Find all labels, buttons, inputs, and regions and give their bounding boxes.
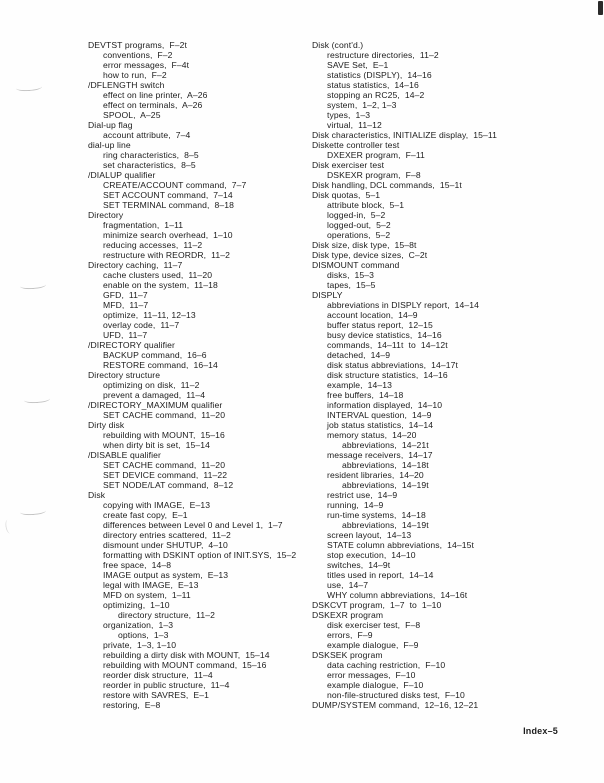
- index-entry: enable on the system, 11–18: [103, 280, 218, 290]
- index-entry: restructure directories, 11–2: [327, 50, 439, 60]
- index-entry: resident libraries, 14–20: [327, 470, 424, 480]
- index-entry: SET TERMINAL command, 8–18: [103, 200, 235, 210]
- index-entry: detached, 14–9: [327, 350, 391, 360]
- index-entry: ring characteristics, 8–5: [103, 150, 199, 160]
- index-entry: DEVTST programs, F–2t: [88, 40, 187, 50]
- index-entry: data caching restriction, F–10: [327, 660, 446, 670]
- index-entry: example dialogue, F–10: [327, 680, 424, 690]
- index-entry: titles used in report, 14–14: [327, 570, 434, 580]
- index-entry: directory entries scattered, 11–2: [103, 530, 231, 540]
- index-entry: statistics (DISPLY), 14–16: [327, 70, 432, 80]
- index-entry: BACKUP command, 16–6: [103, 350, 207, 360]
- index-entry: information displayed, 14–10: [327, 400, 443, 410]
- index-entry: abbreviations in DISPLY report, 14–14: [327, 300, 480, 310]
- index-column-right: [310, 40, 604, 710]
- index-entry: Diskette controller test: [312, 140, 400, 150]
- index-entry: STATE column abbreviations, 14–15t: [327, 540, 474, 550]
- index-entry: optimizing, 1–10: [103, 600, 170, 610]
- index-entry: differences between Level 0 and Level 1, 1–7: [103, 520, 283, 530]
- index-entry: Disk: [88, 490, 106, 500]
- index-entry: options, 1–3: [118, 630, 169, 640]
- index-entry: status statistics, 14–16: [327, 80, 419, 90]
- index-entry: dismount under SHUTUP, 4–10: [103, 540, 228, 550]
- index-entry: reducing accesses, 11–2: [103, 240, 203, 250]
- index-entry: set characteristics, 8–5: [103, 160, 196, 170]
- index-entry: /DFLENGTH switch: [88, 80, 165, 90]
- index-entry: directory structure, 11–2: [118, 610, 216, 620]
- scan-artifact-corner: [598, 1, 603, 15]
- index-entry: DXEXER program, F–11: [327, 150, 425, 160]
- index-entry: account attribute, 7–4: [103, 130, 191, 140]
- index-entry: SET ACCOUNT command, 7–14: [103, 190, 233, 200]
- index-entry: run-time systems, 14–18: [327, 510, 426, 520]
- index-entry: /DISABLE qualifier: [88, 450, 161, 460]
- index-columns: [0, 40, 604, 710]
- index-entry: screen layout, 14–13: [327, 530, 412, 540]
- index-entry: job status statistics, 14–14: [327, 420, 434, 430]
- index-entry: overlay code, 11–7: [103, 320, 180, 330]
- index-entry: reorder in public structure, 11–4: [103, 680, 230, 690]
- index-entry: IMAGE output as system, E–13: [103, 570, 229, 580]
- index-entry: DISMOUNT command: [312, 260, 400, 270]
- index-entry: non-file-structured disks test, F–10: [327, 690, 465, 700]
- index-entry: logged-in, 5–2: [327, 210, 386, 220]
- index-entry: dial-up line: [88, 140, 131, 150]
- index-entry: optimize, 11–11, 12–13: [103, 310, 196, 320]
- index-entry: error messages, F–4t: [103, 60, 190, 70]
- index-entry: types, 1–3: [327, 110, 371, 120]
- index-entry: message receivers, 14–17: [327, 450, 433, 460]
- index-entry: Directory structure: [88, 370, 161, 380]
- index-entry: disk exerciser test, F–8: [327, 620, 421, 630]
- index-entry: DISPLY: [312, 290, 343, 300]
- index-entry: cache clusters used, 11–20: [103, 270, 213, 280]
- index-entry: reorder disk structure, 11–4: [103, 670, 213, 680]
- index-entry: example dialogue, F–9: [327, 640, 419, 650]
- index-entry: disk status abbreviations, 14–17t: [327, 360, 458, 370]
- index-entry: memory status, 14–20: [327, 430, 417, 440]
- index-entry: error messages, F–10: [327, 670, 416, 680]
- index-entry: restructure with REORDR, 11–2: [103, 250, 231, 260]
- index-entry: Disk (cont'd.): [312, 40, 364, 50]
- index-entry: private, 1–3, 1–10: [103, 640, 177, 650]
- index-entry: /DIALUP qualifier: [88, 170, 156, 180]
- index-entry: how to run, F–2: [103, 70, 167, 80]
- index-entry: DSKSEK program: [312, 650, 383, 660]
- index-entry: logged-out, 5–2: [327, 220, 391, 230]
- index-entry: system, 1–2, 1–3: [327, 100, 397, 110]
- index-entry: SET CACHE command, 11–20: [103, 460, 226, 470]
- index-entry: Directory caching, 11–7: [88, 260, 183, 270]
- index-entry: tapes, 15–5: [327, 280, 376, 290]
- index-entry: rebuilding with MOUNT command, 15–16: [103, 660, 267, 670]
- index-entry: Disk characteristics, INITIALIZE display, 15–11: [312, 130, 498, 140]
- index-entry: Disk exerciser test: [312, 160, 385, 170]
- index-entry: Disk quotas, 5–1: [312, 190, 381, 200]
- index-entry: formatting with DSKINT option of INIT.SYS, 15–2: [103, 550, 297, 560]
- index-entry: create fast copy, E–1: [103, 510, 188, 520]
- index-entry: free space, 14–8: [103, 560, 172, 570]
- index-entry: INTERVAL question, 14–9: [327, 410, 432, 420]
- index-entry: Disk type, device sizes, C–2t: [312, 250, 428, 260]
- index-entry: abbreviations, 14–19t: [342, 520, 429, 530]
- index-entry: abbreviations, 14–19t: [342, 480, 429, 490]
- index-entry: GFD, 11–7: [103, 290, 148, 300]
- index-entry: MFD, 11–7: [103, 300, 149, 310]
- index-entry: DSKEXR program, F–8: [327, 170, 421, 180]
- index-entry: RESTORE command, 16–14: [103, 360, 218, 370]
- page-number: Index–5: [523, 726, 558, 736]
- index-entry: Dial-up flag: [88, 120, 133, 130]
- index-entry: switches, 14–9t: [327, 560, 391, 570]
- index-entry: SPOOL, A–25: [103, 110, 161, 120]
- index-entry: stop execution, 14–10: [327, 550, 416, 560]
- index-entry: UFD, 11–7: [103, 330, 148, 340]
- index-entry: buffer status report, 12–15: [327, 320, 433, 330]
- index-entry: /DIRECTORY_MAXIMUM qualifier: [88, 400, 223, 410]
- index-column-left: [0, 40, 310, 710]
- index-entry: conventions, F–2: [103, 50, 173, 60]
- index-entry: DSKEXR program: [312, 610, 384, 620]
- index-entry: restoring, E–8: [103, 700, 161, 710]
- index-entry: running, 14–9: [327, 500, 384, 510]
- index-entry: errors, F–9: [327, 630, 373, 640]
- index-entry: when dirty bit is set, 15–14: [103, 440, 211, 450]
- index-entry: free buffers, 14–18: [327, 390, 404, 400]
- index-entry: copying with IMAGE, E–13: [103, 500, 211, 510]
- index-entry: virtual, 11–12: [327, 120, 382, 130]
- index-entry: DUMP/SYSTEM command, 12–16, 12–21: [312, 700, 479, 710]
- index-entry: Dirty disk: [88, 420, 125, 430]
- index-entry: WHY column abbreviations, 14–16t: [327, 590, 468, 600]
- index-entry: /DIRECTORY qualifier: [88, 340, 176, 350]
- index-entry: fragmentation, 1–11: [103, 220, 184, 230]
- index-entry: legal with IMAGE, E–13: [103, 580, 199, 590]
- index-entry: account location, 14–9: [327, 310, 418, 320]
- index-entry: SET NODE/LAT command, 8–12: [103, 480, 234, 490]
- index-entry: abbreviations, 14–18t: [342, 460, 429, 470]
- index-entry: minimize search overhead, 1–10: [103, 230, 233, 240]
- index-entry: Disk size, disk type, 15–8t: [312, 240, 417, 250]
- index-entry: restore with SAVRES, E–1: [103, 690, 209, 700]
- index-entry: busy device statistics, 14–16: [327, 330, 442, 340]
- index-entry: SET CACHE command, 11–20: [103, 410, 226, 420]
- index-entry: commands, 14–11t to 14–12t: [327, 340, 448, 350]
- index-entry: disks, 15–3: [327, 270, 375, 280]
- index-entry: use, 14–7: [327, 580, 369, 590]
- index-entry: DSKCVT program, 1–7 to 1–10: [312, 600, 442, 610]
- index-entry: effect on terminals, A–26: [103, 100, 203, 110]
- index-entry: example, 14–13: [327, 380, 393, 390]
- index-entry: restrict use, 14–9: [327, 490, 398, 500]
- index-entry: effect on line printer, A–26: [103, 90, 208, 100]
- index-entry: rebuilding with MOUNT, 15–16: [103, 430, 225, 440]
- index-entry: Disk handling, DCL commands, 15–1t: [312, 180, 462, 190]
- index-entry: prevent a damaged, 11–4: [103, 390, 206, 400]
- index-entry: disk structure statistics, 14–16: [327, 370, 448, 380]
- index-entry: optimizing on disk, 11–2: [103, 380, 200, 390]
- index-entry: abbreviations, 14–21t: [342, 440, 429, 450]
- index-entry: operations, 5–2: [327, 230, 391, 240]
- index-entry: MFD on system, 1–11: [103, 590, 191, 600]
- index-entry: stopping an RC25, 14–2: [327, 90, 425, 100]
- index-entry: rebuilding a dirty disk with MOUNT, 15–14: [103, 650, 270, 660]
- index-entry: CREATE/ACCOUNT command, 7–7: [103, 180, 247, 190]
- index-entry: SAVE Set, E–1: [327, 60, 389, 70]
- index-entry: organization, 1–3: [103, 620, 174, 630]
- index-entry: SET DEVICE command, 11–22: [103, 470, 228, 480]
- index-entry: Directory: [88, 210, 124, 220]
- index-entry: attribute block, 5–1: [327, 200, 405, 210]
